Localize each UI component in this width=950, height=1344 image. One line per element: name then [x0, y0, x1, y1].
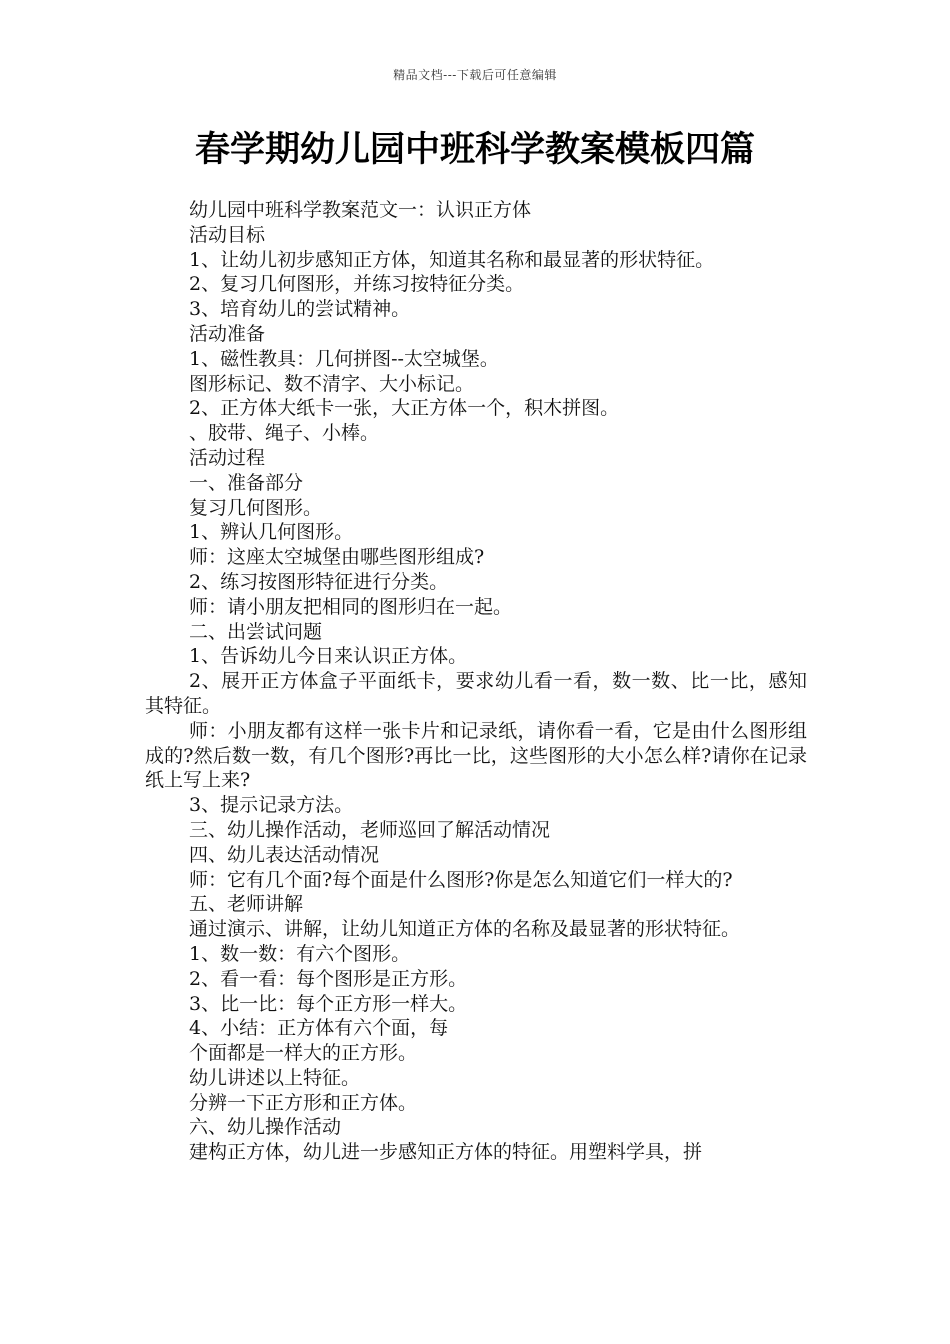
- paragraph: 二、出尝试问题: [189, 620, 323, 643]
- paragraph: 师：小朋友都有这样一张卡片和记录纸，请你看一看，它是由什么图形组成的?然后数一数，有几个图形?再比一比，这些图形的大小怎么样?请你在记录纸上写上来?: [145, 719, 807, 792]
- paragraph: 师：这座太空城堡由哪些图形组成?: [189, 546, 485, 569]
- paragraph: 图形标记、数不清字、大小标记。: [189, 372, 475, 395]
- paragraph: 3、比一比：每个正方形一样大。: [189, 992, 468, 1015]
- paragraph: 2、练习按图形特征进行分类。: [189, 570, 449, 593]
- paragraph: 1、数一数：有六个图形。: [189, 942, 411, 965]
- paragraph: 活动准备: [189, 322, 266, 345]
- paragraph: 活动过程: [189, 446, 266, 469]
- paragraph: 师：它有几个面?每个面是什么图形?你是怎么知道它们一样大的?: [189, 868, 733, 891]
- paragraph: 建构正方体，幼儿进一步感知正方体的特征。用塑料学具，拼: [189, 1141, 703, 1164]
- paragraph: 1、辨认几何图形。: [189, 521, 354, 544]
- paragraph: 2、展开正方体盒子平面纸卡，要求幼儿看一看，数一数、比一比，感知其特征。: [145, 670, 807, 717]
- document-body: [145, 198, 807, 1165]
- paragraph: 通过演示、讲解，让幼儿知道正方体的名称及最显著的形状特征。: [189, 918, 741, 941]
- paragraph: 六、幼儿操作活动: [189, 1116, 342, 1139]
- paragraph: 个面都是一样大的正方形。: [189, 1042, 418, 1065]
- paragraph: 五、老师讲解: [189, 893, 304, 916]
- paragraph: 活动目标: [189, 223, 266, 246]
- paragraph: 2、看一看：每个图形是正方形。: [189, 967, 468, 990]
- document-title: 春学期幼儿园中班科学教案模板四篇: [194, 130, 755, 170]
- paragraph: 2、复习几何图形，并练习按特征分类。: [189, 273, 525, 296]
- paragraph: 三、幼儿操作活动，老师巡回了解活动情况: [189, 818, 551, 841]
- paragraph: 1、让幼儿初步感知正方体，知道其名称和最显著的形状特征。: [189, 248, 715, 271]
- paragraph: 2、正方体大纸卡一张，大正方体一个，积木拼图。: [189, 397, 620, 420]
- paragraph: 复习几何图形。: [189, 496, 323, 519]
- paragraph: 幼儿园中班科学教案范文一：认识正方体: [189, 199, 532, 221]
- paragraph: 一、准备部分: [189, 471, 304, 494]
- paragraph: 分辨一下正方形和正方体。: [189, 1091, 418, 1114]
- paragraph: 幼儿讲述以上特征。: [189, 1066, 361, 1089]
- paragraph: 1、磁性教具：几何拼图--太空城堡。: [189, 347, 499, 370]
- paragraph: 师：请小朋友把相同的图形归在一起。: [189, 595, 513, 618]
- paragraph: 3、培育幼儿的尝试精神。: [189, 298, 411, 321]
- paragraph: 1、告诉幼儿今日来认识正方体。: [189, 645, 468, 668]
- paragraph: 4、小结：正方体有六个面，每: [189, 1017, 449, 1040]
- paragraph: 四、幼儿表达活动情况: [189, 843, 380, 866]
- paragraph: 3、提示记录方法。: [189, 794, 354, 817]
- paragraph: 、胶带、绳子、小棒。: [189, 422, 380, 445]
- header-note: 精品文档---下载后可任意编辑: [393, 68, 557, 82]
